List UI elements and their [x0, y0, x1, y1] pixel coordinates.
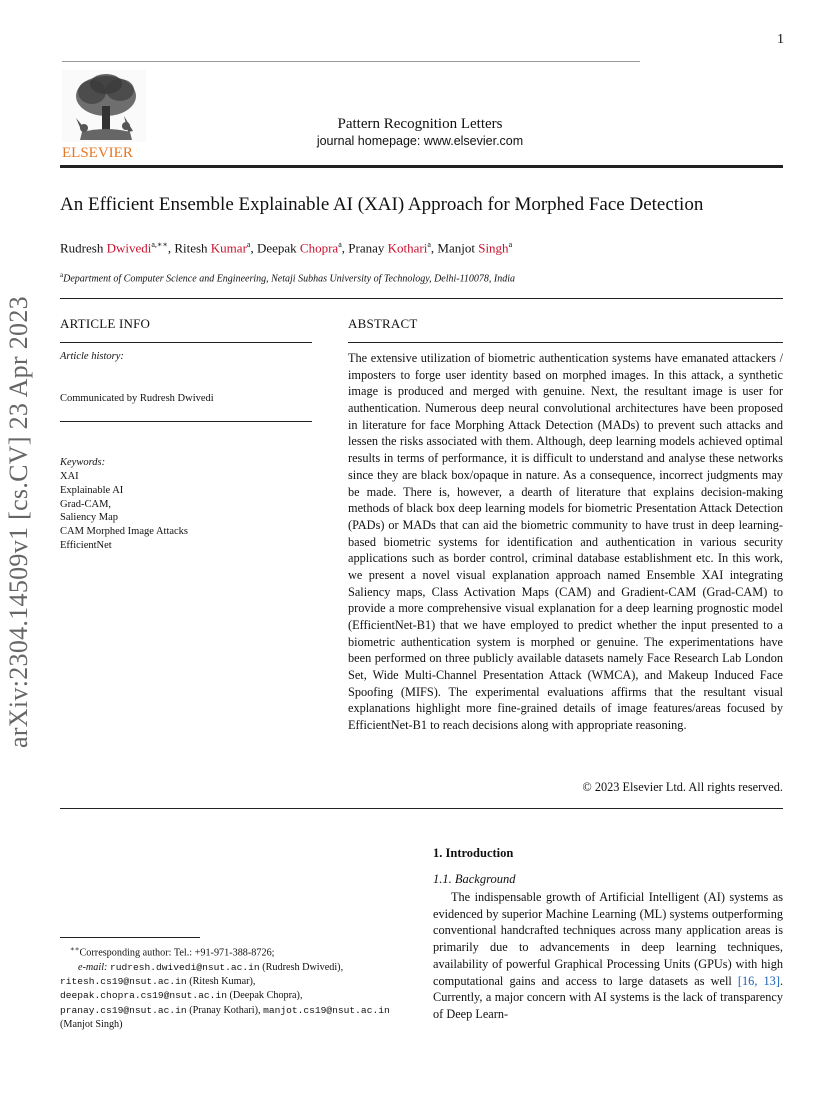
abstract-text: The extensive utilization of biometric authentication systems have emanated attackers / imposters to forge user identity based on morphed images. In this attack, a synthetic image is produced and merged with genuine. Next, the resultant image is user for authentication. Numerous deep neural convolutional architectures have been proposed in literature for face Morphing Attack Detection (MADs) to prevent such attacks and lessen the risks associated with them. Although, deep learning models achieved optimal results in terms of performance, it is difficult to understand and analyse these networks since they are black box/opaque in nature. As a consequence, incorrect judgments may be made. There is, however, a dearth of literature that explains decision-making methods of black box deep learning models for biometric Presentation Attack Detection (PADs) or MADs that can aid the biometric community to have trust in deep learning-based biometric systems for identification and authentication in various security applications such as border control, criminal database establishment etc. In this work, we present a novel visual explanation approach named Ensemble XAI integrating Saliency maps, Class Activation Maps (CAM) and Gradient-CAM (Grad-CAM) to provide a more comprehensive visual explanation for a deep learning prognostic model (EfficientNet-B1) that we have employed to predict whether the input presented to a biometric authentication system is morphed or genuine. The experimentations have been performed on three publicly available datasets namely Face Research Lab London Set, Wide Multi-Channel Presentation Attack (WMCA), and Makeup Induced Face Spoofing (MIFS). The experimental evaluations affirms that the resultant visual explanations highlight more fine-grained details of image features/areas focused by EfficientNet-B1 to reach decisions along with appropriate reasoning.: [348, 351, 783, 733]
keyword: CAM Morphed Image Attacks: [60, 526, 189, 538]
corresponding-author: Corresponding author: Tel.: +91-971-388-8726;: [79, 947, 275, 959]
publisher-wordmark: ELSEVIER: [62, 145, 133, 160]
email-address[interactable]: ritesh.cs19@nsut.ac.in: [60, 975, 187, 987]
article-info-heading: ARTICLE INFO: [60, 316, 151, 331]
footnote-marker: ∗∗: [70, 945, 80, 953]
affiliation-marker: a: [60, 271, 64, 279]
author-separator: ,: [430, 240, 438, 256]
author-affiliation-marker: a: [338, 240, 342, 249]
email-owner: (Deepak Chopra),: [226, 990, 303, 1002]
author-separator: ,: [167, 240, 175, 256]
author-first-name: Deepak: [256, 240, 300, 256]
author-first-name: Manjot: [437, 240, 479, 256]
info-top-rule: [60, 298, 783, 299]
author-affiliation-marker: a: [246, 240, 251, 249]
affiliation: [60, 271, 515, 284]
author-last-name[interactable]: Kothari: [387, 240, 428, 256]
info-right-rule: [348, 342, 783, 343]
background-subheading: 1.1. Background: [433, 872, 516, 886]
journal-header: [300, 116, 540, 148]
email-owner: (Manjot Singh): [60, 1018, 123, 1030]
keyword: Explainable AI: [60, 484, 124, 496]
keywords-list: [60, 470, 188, 553]
abstract-bottom-rule: [60, 808, 783, 809]
author-last-name[interactable]: Chopra: [299, 240, 339, 256]
author-affiliation-marker: a: [427, 240, 431, 249]
introduction-heading: 1. Introduction: [433, 846, 514, 860]
author-last-name[interactable]: Singh: [478, 240, 509, 256]
keyword: XAI: [60, 471, 79, 482]
author-separator: ,: [250, 240, 257, 256]
citation-link[interactable]: [16,: [737, 973, 758, 988]
author-affiliation-marker: a,∗∗: [151, 240, 168, 249]
affiliation-text: Department of Computer Science and Engineering, Netaji Subhas University of Technology, Delhi-110078, India: [63, 273, 515, 285]
paper-title: An Efficient Ensemble Explainable AI (XAI) Approach for Morphed Face Detection: [60, 194, 704, 215]
author-first-name: Pranay: [348, 240, 388, 256]
info-left-rule: [60, 342, 312, 343]
arxiv-stamp: arXiv:2304.14509v1 [cs.CV] 23 Apr 2023: [4, 296, 33, 748]
communicated-by: Communicated by Rudresh Dwivedi: [60, 393, 214, 404]
journal-name: Pattern Recognition Letters: [337, 116, 503, 132]
keyword: Grad-CAM,: [60, 498, 112, 510]
author-affiliation-marker: a: [508, 240, 513, 249]
elsevier-logo: [62, 70, 146, 160]
intro-text-after: . Currently, a major concern with AI systems is the lack of transparency of Deep Learn-: [433, 973, 784, 1021]
copyright-notice: © 2023 Elsevier Ltd. All rights reserved.: [582, 780, 783, 794]
abstract-heading: ABSTRACT: [348, 316, 418, 331]
author-separator: ,: [341, 240, 349, 256]
corresponding-footnote: [60, 942, 410, 1032]
author-last-name[interactable]: Dwivedi: [106, 240, 152, 256]
email-address[interactable]: manjot.cs19@nsut.ac.in: [263, 1004, 390, 1016]
email-address[interactable]: rudresh.dwivedi@nsut.ac.in: [109, 961, 260, 973]
page-number: 1: [777, 32, 784, 47]
author-first-name: Rudresh: [60, 240, 107, 256]
email-owner: (Pranay Kothari),: [186, 1004, 264, 1016]
email-owner: (Ritesh Kumar),: [186, 975, 256, 987]
author-first-name: Ritesh: [174, 240, 211, 256]
intro-text-before: The indispensable growth of Artificial Intelligent (AI) systems as evidenced by superior Machine Learning (ML) systems outperforming conventional handcrafted techniques across many application areas is primarily due to advancements in deep learning techniques, availability of powerful Graphical Processing Units (GPUs) with high computational gains and access to large datasets as well: [433, 890, 783, 988]
author-last-name[interactable]: Kumar: [210, 240, 247, 256]
email-label: e-mail:: [78, 961, 108, 973]
journal-homepage: journal homepage: www.elsevier.com: [316, 134, 524, 148]
header-bottom-rule: [60, 165, 783, 168]
header-top-rule: [62, 61, 640, 62]
author-list: [60, 240, 512, 256]
email-address[interactable]: pranay.cs19@nsut.ac.in: [60, 1004, 187, 1016]
keyword: Saliency Map: [60, 512, 119, 524]
email-list: [60, 961, 410, 1032]
article-history-label: Article history:: [60, 351, 124, 362]
introduction-text: [433, 889, 783, 1023]
citation-link[interactable]: 13]: [763, 973, 780, 988]
elsevier-tree-icon: [62, 70, 146, 160]
keyword: EfficientNet: [60, 539, 112, 551]
keywords-label: Keywords:: [60, 457, 106, 468]
email-owner: (Rudresh Dwivedi),: [259, 961, 344, 973]
history-divider: [60, 421, 312, 422]
footnote-rule: [60, 937, 200, 938]
email-address[interactable]: deepak.chopra.cs19@nsut.ac.in: [60, 990, 227, 1002]
